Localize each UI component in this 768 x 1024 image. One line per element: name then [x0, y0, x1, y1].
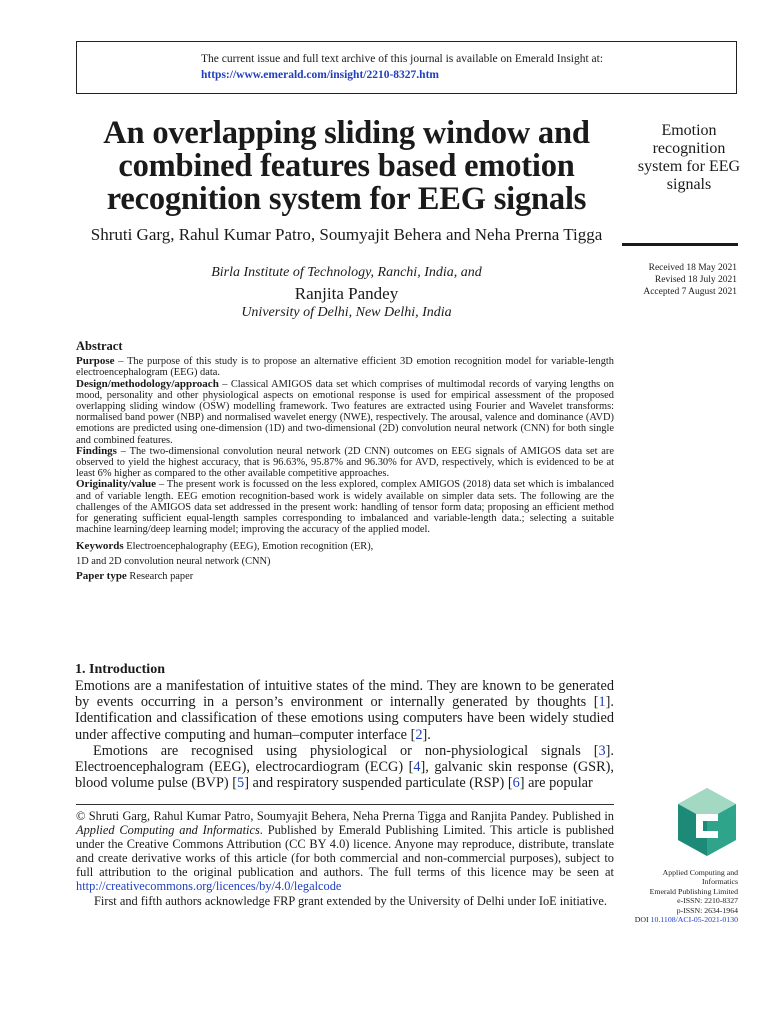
abstract-findings [76, 446, 614, 480]
publication-info [600, 868, 738, 924]
intro-paragraph-2 [75, 743, 614, 792]
eissn: e-ISSN: 2210-8327 [677, 896, 738, 906]
revised-date: Revised 18 July 2021 [654, 275, 737, 285]
keywords-line1: Electroencephalography (EEG), Emotion recognition (ER), [123, 541, 374, 553]
accepted-date: Accepted 7 August 2021 [643, 287, 737, 297]
originality-text: – The present work is focussed on the less explored, complex AMIGOS (2018) data set which is imbalanced and of variable length. EEG emotion recognition-based work is widely available on simpler data sets. The following are the challenges of the AMIGOS data set addressed in the present work: handling of tensor form data; proposing an efficient method for generating sufficient equal-length samples corresponding to imbalanced and variable-length data.; selecting a suitable machine learning/deep learning model; improving the accuracy of the applied model. [76, 479, 614, 536]
intro-paragraph-1 [75, 678, 614, 743]
affiliation-2: University of Delhi, New Delhi, India [241, 305, 452, 320]
abstract-heading: Abstract [76, 339, 123, 353]
design-text: – Classical AMIGOS data set which comprises of multimodal records of varying lengths on mood, personality and other physiological aspects on emotional response is used for empirical assessment of the proposed overlapping sliding window (OSW) modelling framework. Two features are extracted using Fourier and Wavelet transforms: normalised band power (NBP) and normalised wavelet energy (NWE), respectively. The arousal, valence and dominance (AVD) emotions are predicted using one-dimension (1D) and two-dimensional (2D) convolution neural network (CNN) for both single and combined features. [76, 378, 614, 446]
journal-access-notice [76, 41, 737, 94]
citation-link[interactable]: 3 [598, 742, 606, 759]
publisher: Emerald Publishing Limited [649, 886, 738, 896]
citation-link[interactable]: 4 [413, 759, 421, 776]
intro-text: ]. Identification and classification of these emotions using computers have been widely studied under affective computing and human–computer interface [ [75, 694, 614, 743]
purpose-text: – The purpose of this study is to propose an alternative efficient 3D emotion recognition model for variable-length electroencephalogram (EEG) data. [76, 356, 614, 379]
journal-url-link[interactable]: https://www.emerald.com/insight/2210-8327.htm [201, 69, 439, 81]
abstract-design [76, 379, 614, 446]
doi [600, 915, 738, 924]
findings-label: Findings [76, 444, 117, 457]
pissn: p-ISSN: 2634-1964 [676, 905, 738, 915]
journal-name: Applied Computing and Informatics [76, 823, 260, 838]
doi-link[interactable]: 10.1108/ACI-05-2021-0130 [650, 915, 738, 925]
acknowledgement: First and fifth authors acknowledge FRP grant extended by the University of Delhi under IoE initiative. [94, 893, 607, 908]
introduction-heading: 1. Introduction [75, 662, 165, 677]
license-paragraph [76, 809, 614, 894]
notice-text: The current issue and full text archive of this journal is available on Emerald Insight at: [201, 53, 604, 65]
purpose-label: Purpose [76, 355, 115, 368]
copyright-footnote [76, 809, 614, 908]
intro-text: ] are popular [519, 775, 593, 792]
design-label: Design/methodology/approach [76, 377, 219, 390]
journal-title-line2: Informatics [702, 877, 738, 887]
citation-link[interactable]: 6 [512, 775, 520, 792]
author-list-1: Shruti Garg, Rahul Kumar Patro, Soumyajit Behera and Neha Prerna Tigga [90, 225, 603, 244]
citation-link[interactable]: 1 [598, 694, 606, 711]
keywords-label: Keywords [76, 540, 124, 553]
intro-text: ]. [422, 726, 431, 743]
paper-type-text: Research paper [126, 571, 194, 583]
introduction-section [75, 661, 614, 791]
findings-text: – The two-dimensional convolution neural network (2D CNN) outcomes on EEG signals of AMIGOS data set are observed to yield the highest accuracy, that is 96.63%, 95.87% and 96.30% for AVD, respectively, which is evidenced to be at least 6% higher as compared to the other available competitive approaches. [76, 445, 614, 480]
intro-text: ], galvanic skin response (GSR), blood volume pulse (BVP) [ [75, 759, 615, 792]
citation-link[interactable]: 2 [415, 726, 423, 743]
paper-type-label: Paper type [76, 570, 127, 583]
keywords-line2: 1D and 2D convolution neural network (CNN) [76, 556, 271, 568]
affiliation-1: Birla Institute of Technology, Ranchi, India, and [211, 265, 482, 280]
citation-link[interactable]: 5 [237, 775, 245, 792]
footnote-divider [76, 804, 614, 805]
journal-logo-icon [674, 786, 740, 858]
abstract-originality [76, 479, 614, 535]
intro-text: Emotions are a manifestation of intuitive states of the mind. They are known to be generated by events occurring in a person’s environment or internally generated by thoughts [ [75, 678, 614, 711]
intro-text: ] and respiratory suspended particulate (RSP) [ [244, 775, 513, 792]
received-date: Received 18 May 2021 [648, 263, 737, 273]
abstract-purpose [76, 356, 614, 378]
doi-label: DOI [634, 915, 651, 925]
sidebar-divider [622, 243, 738, 246]
article-dates [600, 262, 737, 298]
license-url-link[interactable]: http://creativecommons.org/licences/by/4.0/legalcode [76, 879, 342, 894]
article-title: An overlapping sliding window and combined features based emotion recognition system for EEG signals [103, 115, 590, 217]
journal-title-line1: Applied Computing and [662, 868, 738, 877]
license-text: . Published by Emerald Publishing Limited. This article is published under the Creative Commons Attribution (CC BY 4.0) licence. Anyone may reproduce, distribute, translate and create derivative works of this article (for both commercial and non-commercial purposes), subject to full attribution to the original publication and authors. The full terms of this licence may be seen at [76, 823, 615, 880]
running-title: Emotion recognition system for EEG signals [637, 122, 741, 193]
author-list-2: Ranjita Pandey [294, 284, 399, 303]
license-text: © Shruti Garg, Rahul Kumar Patro, Soumyajit Behera, Neha Prerna Tigga and Ranjita Pandey. Published in [76, 809, 614, 823]
intro-text: ]. Electroencephalogram (EEG), electrocardiogram (ECG) [ [75, 742, 614, 776]
abstract-section [76, 341, 614, 584]
keywords [76, 539, 614, 584]
intro-text: Emotions are recognised using physiological or non-physiological signals [ [93, 742, 599, 759]
originality-label: Originality/value [76, 478, 157, 491]
